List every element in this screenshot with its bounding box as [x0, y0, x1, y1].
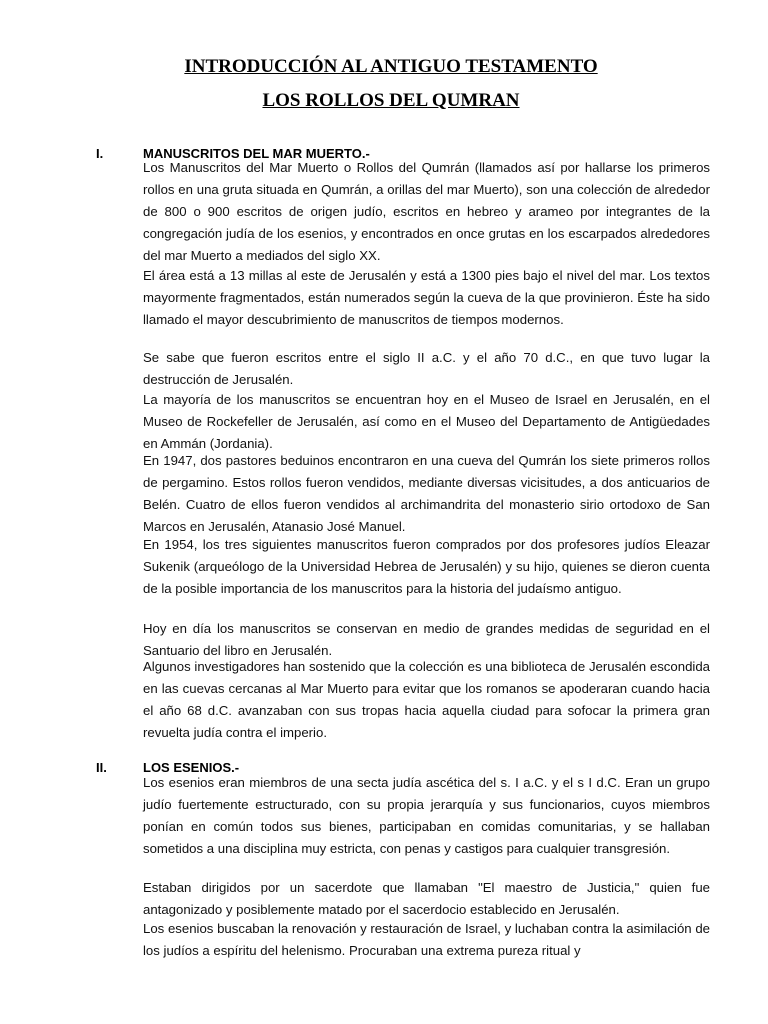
section-heading: MANUSCRITOS DEL MAR MUERTO.-: [143, 146, 370, 161]
paragraph: Los esenios buscaban la renovación y restauración de Israel, y luchaban contra la asimilación de los judíos a espíritu del helenismo. Procuraban una extrema pureza ritual y: [143, 921, 710, 958]
document-subtitle: LOS ROLLOS DEL QUMRAN: [262, 90, 520, 111]
section-heading: LOS ESENIOS.-: [143, 760, 240, 775]
paragraph: El área está a 13 millas al este de Jerusalén y está a 1300 pies bajo el nivel del mar. Los textos mayormente fragmentados, están numerados según la cueva de la que provinieron. Éste ha sido llamado el mayor descubrimiento de manuscritos de tiempos modernos.: [143, 268, 710, 327]
paragraph: Hoy en día los manuscritos se conservan en medio de grandes medidas de seguridad en el Santuario del libro en Jerusalén.: [143, 621, 710, 658]
document-title: INTRODUCCIÓN AL ANTIGUO TESTAMENTO: [184, 56, 598, 77]
paragraph: Estaban dirigidos por un sacerdote que llamaban "El maestro de Justicia," quien fue antagonizado y posiblemente matado por el sacerdocio establecido en Jerusalén.: [143, 880, 710, 917]
paragraph: La mayoría de los manuscritos se encuentran hoy en el Museo de Israel en Jerusalén, en el Museo de Rockefeller de Jerusalén, así como en el Museo del Departamento de Antigüedades en Ammán (Jordania).: [143, 392, 710, 451]
paragraph: En 1954, los tres siguientes manuscritos fueron comprados por dos profesores judíos Eleazar Sukenik (arqueólogo de la Universidad Hebrea de Jerusalén) y su hijo, quienes se dieron cuenta de la posible importancia de los manuscritos para la historia del judaísmo antiguo.: [143, 537, 710, 596]
paragraph: En 1947, dos pastores beduinos encontraron en una cueva del Qumrán los siete primeros rollos de pergamino. Estos rollos fueron vendidos, mediante diversas vicisitudes, a dos anticuarios de Belén. Cuatro de ellos fueron vendidos al archimandrita del monasterio sirio ortodoxo de San Marcos en Jerusalén, Atanasio José Manuel.: [143, 453, 710, 534]
section-number: II.: [96, 760, 107, 775]
section-number: I.: [96, 146, 104, 161]
paragraph: Los Manuscritos del Mar Muerto o Rollos del Qumrán (llamados así por hallarse los primeros rollos en una gruta situada en Qumrán, a orillas del mar Muerto), son una colección de alrededor de 800 o 900 escritos de origen judío, escritos en hebreo y arameo por integrantes de la congregación judía de los esenios, y encontrados en once grutas en los escarpados alrededores del mar Muerto a mediados del siglo XX.: [143, 160, 710, 263]
paragraph: Los esenios eran miembros de una secta judía ascética del s. I a.C. y el s I d.C. Eran un grupo judío fuertemente estructurado, con su propia jerarquía y sus funcionarios, cuyos miembros ponían en común todos sus bienes, participaban en comidas comunitarias, y se hallaban sometidos a una disciplina muy estricta, con penas y castigos para cualquier transgresión.: [143, 775, 710, 856]
paragraph: Algunos investigadores han sostenido que la colección es una biblioteca de Jerusalén escondida en las cuevas cercanas al Mar Muerto para evitar que los romanos se apoderaran cuando hacia el año 68 d.C. avanzaban con sus tropas hacia aquella ciudad para sofocar la primera gran revuelta judía contra el imperio.: [143, 659, 710, 740]
paragraph: Se sabe que fueron escritos entre el siglo II a.C. y el año 70 d.C., en que tuvo lugar la destrucción de Jerusalén.: [143, 350, 710, 387]
